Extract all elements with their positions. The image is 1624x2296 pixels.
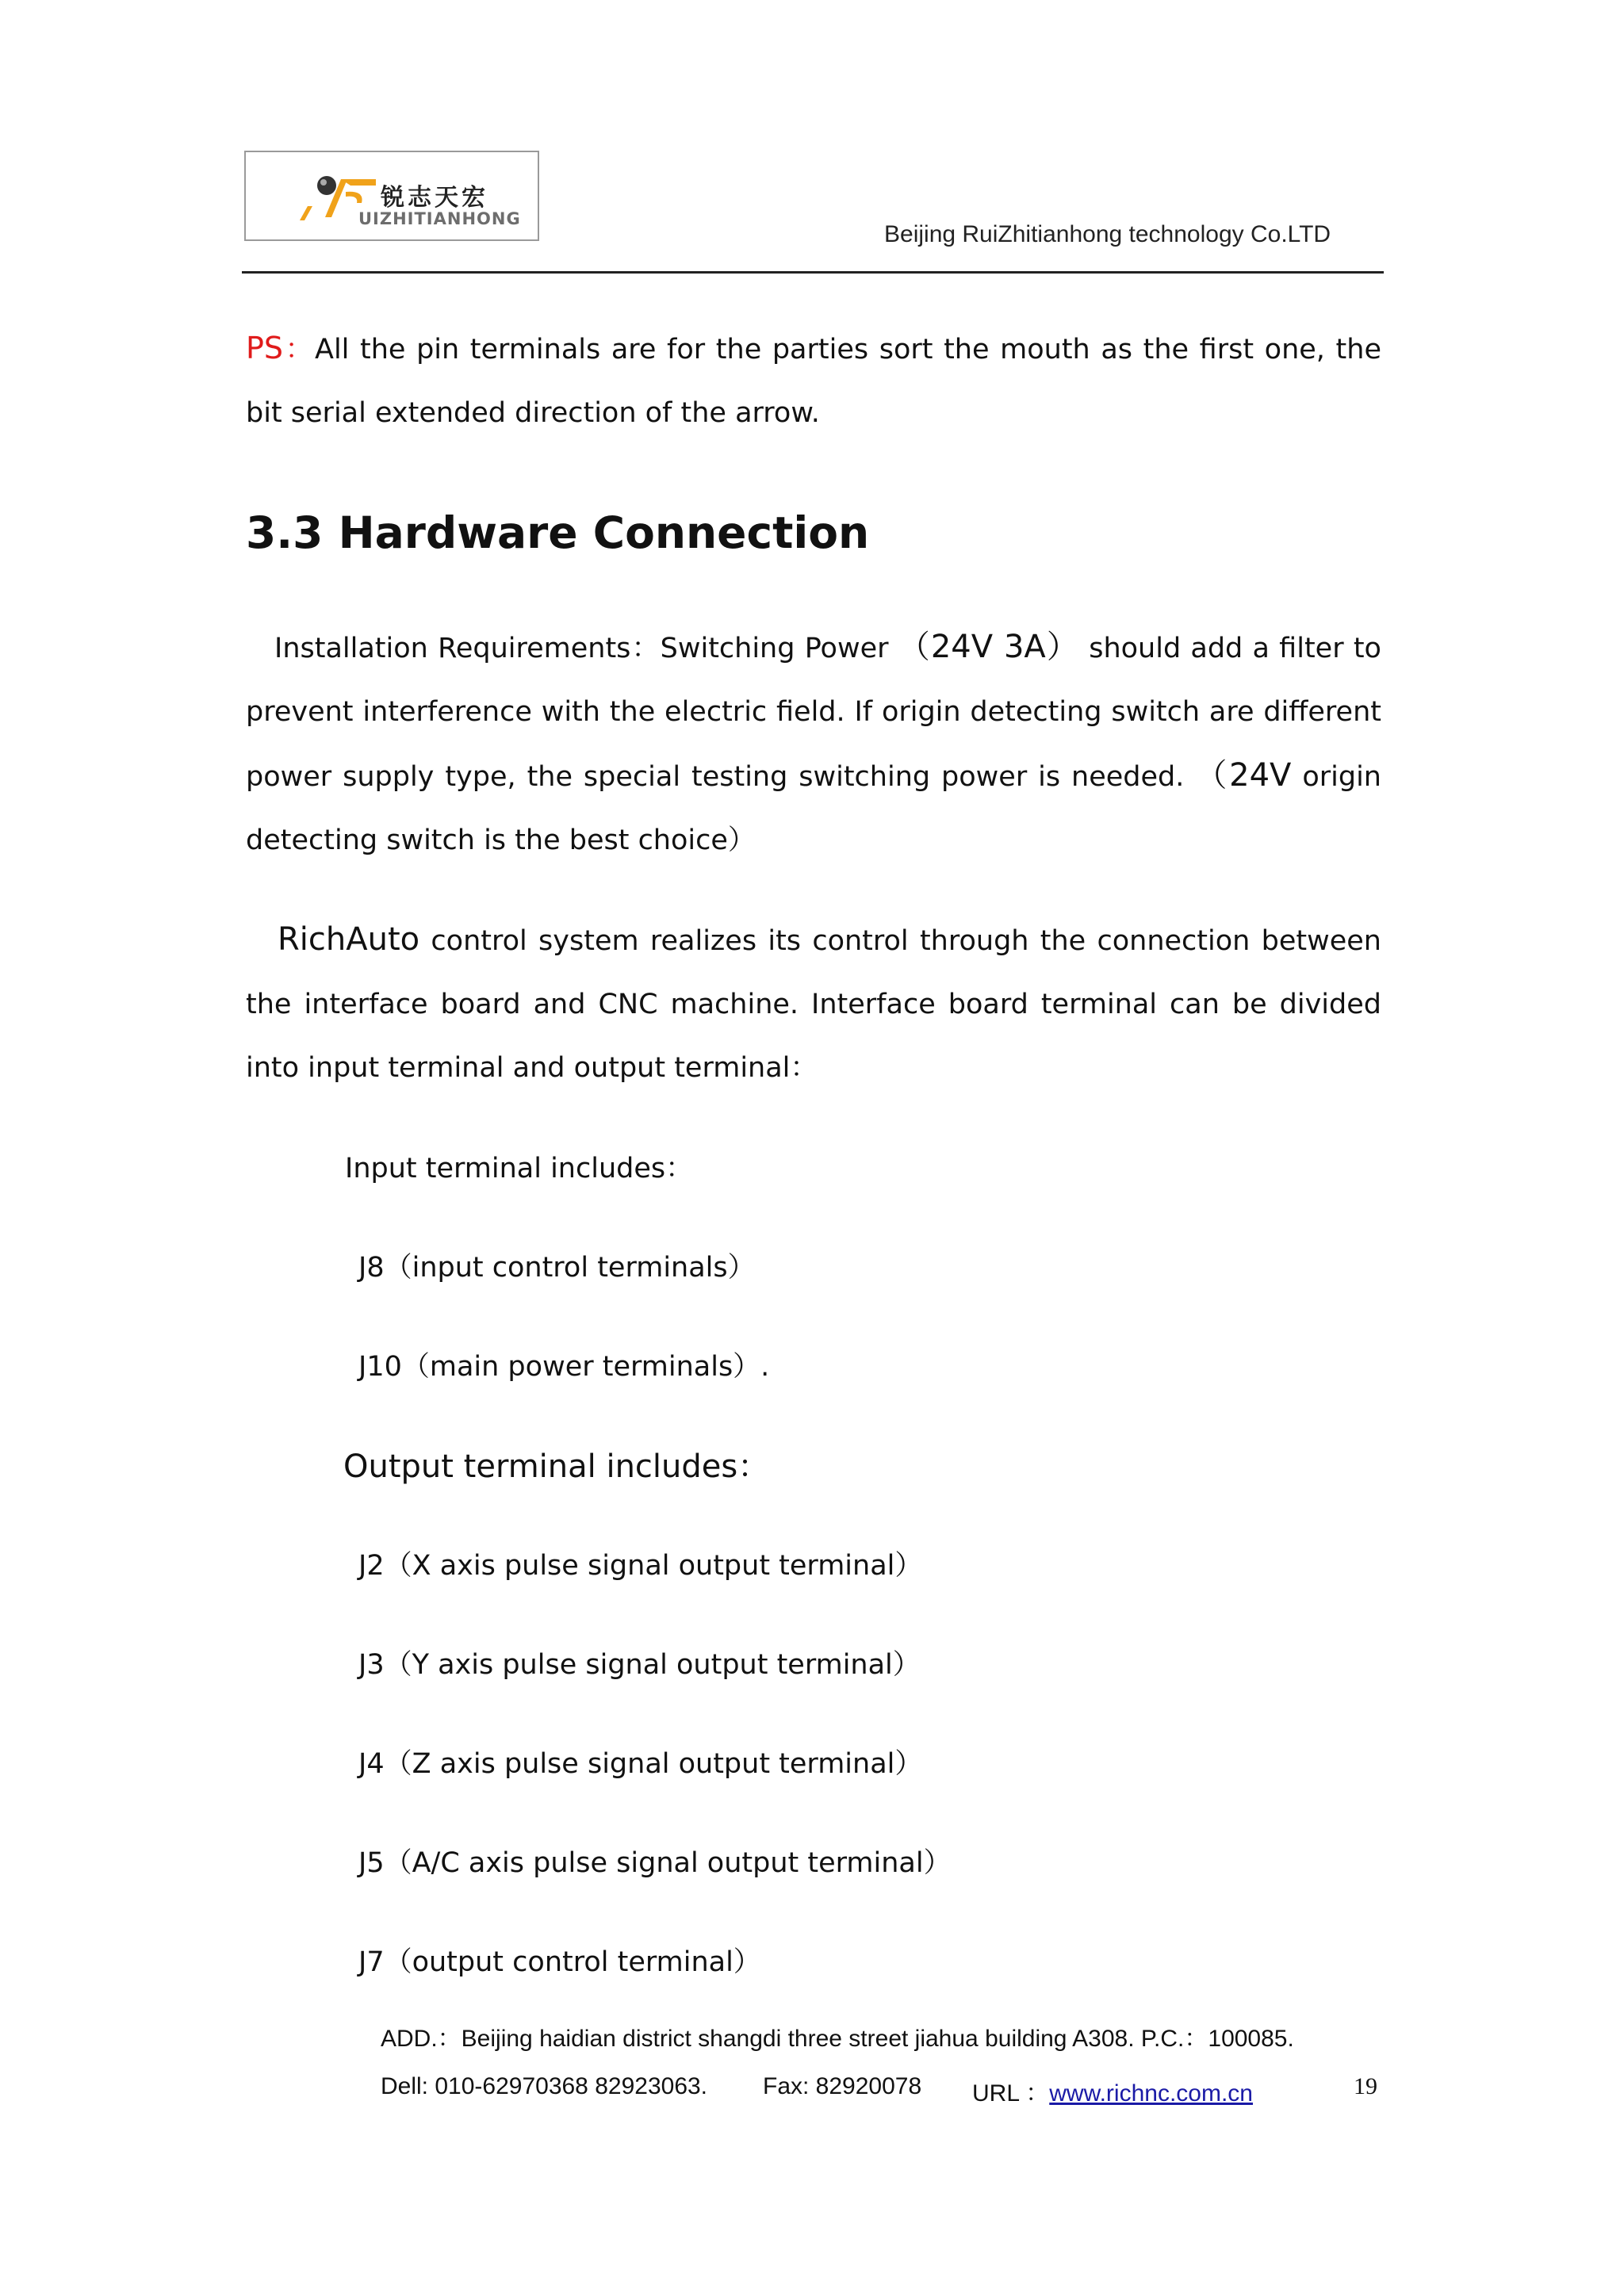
input-item-j10: J10（main power terminals）. bbox=[358, 1351, 770, 1383]
output-item-j3: J3（Y axis pulse signal output terminal） bbox=[358, 1649, 921, 1681]
output-terminal-title: Output terminal includes： bbox=[343, 1448, 770, 1485]
richauto-paragraph bbox=[246, 908, 1381, 1100]
output-item-j2: J2（X axis pulse signal output terminal） bbox=[358, 1550, 923, 1582]
footer-url bbox=[972, 2073, 1253, 2108]
ps-text: All the pin terminals are for the parties sort the mouth as the first one, the bit serial extended direction of the arrow. bbox=[246, 334, 1381, 429]
page-number: 19 bbox=[1354, 2073, 1377, 2099]
installation-text: should add a filter to prevent interference with the electric field. If origin detecting switch are different power supply type, the special testing switching power is needed. bbox=[246, 633, 1381, 793]
logo-english-name: UIZHITIANHONG bbox=[358, 209, 521, 228]
website-link[interactable]: www.richnc.com.cn bbox=[1049, 2080, 1253, 2107]
logo-chinese-name: 锐志天宏 bbox=[381, 184, 488, 212]
installation-lead: Installation Requirements：Switching Power bbox=[274, 633, 898, 664]
input-terminal-title: Input terminal includes： bbox=[345, 1153, 694, 1184]
company-name: Beijing RuiZhitianhong technology Co.LTD bbox=[884, 221, 1331, 247]
richauto-text: control system realizes its control through the connection between the interface board and CNC machine. Interface board terminal can be divided into input terminal and output terminal： bbox=[246, 925, 1381, 1084]
ps-paragraph bbox=[246, 316, 1381, 445]
footer-url-label: URL ： bbox=[972, 2080, 1050, 2107]
ps-colon: ： bbox=[283, 334, 316, 365]
company-logo bbox=[244, 151, 539, 241]
input-item-j8: J8（input control terminals） bbox=[358, 1252, 756, 1284]
ps-label: PS bbox=[246, 331, 284, 365]
switch-spec: （24V bbox=[1195, 757, 1292, 794]
output-item-j5: J5（A/C axis pulse signal output terminal） bbox=[358, 1847, 952, 1879]
output-item-j7: J7（output control terminal） bbox=[358, 1946, 761, 1978]
power-spec: （24V 3A） bbox=[898, 629, 1079, 665]
output-item-j4: J4（Z axis pulse signal output terminal） bbox=[358, 1748, 923, 1780]
installation-paragraph bbox=[246, 615, 1381, 872]
header-divider bbox=[242, 271, 1384, 274]
richauto-brand: RichAuto bbox=[278, 921, 420, 958]
installation-text-2: origin detecting switch is the best choice） bbox=[246, 761, 1381, 856]
footer-address: ADD.：Beijing haidian district shangdi three street jiahua building A308. P.C.：100085. bbox=[381, 2026, 1294, 2052]
section-heading: 3.3 Hardware Connection bbox=[246, 507, 870, 558]
footer-telephone: Dell: 010-62970368 82923063. bbox=[381, 2073, 708, 2099]
footer-fax: Fax: 82920078 bbox=[763, 2073, 922, 2099]
